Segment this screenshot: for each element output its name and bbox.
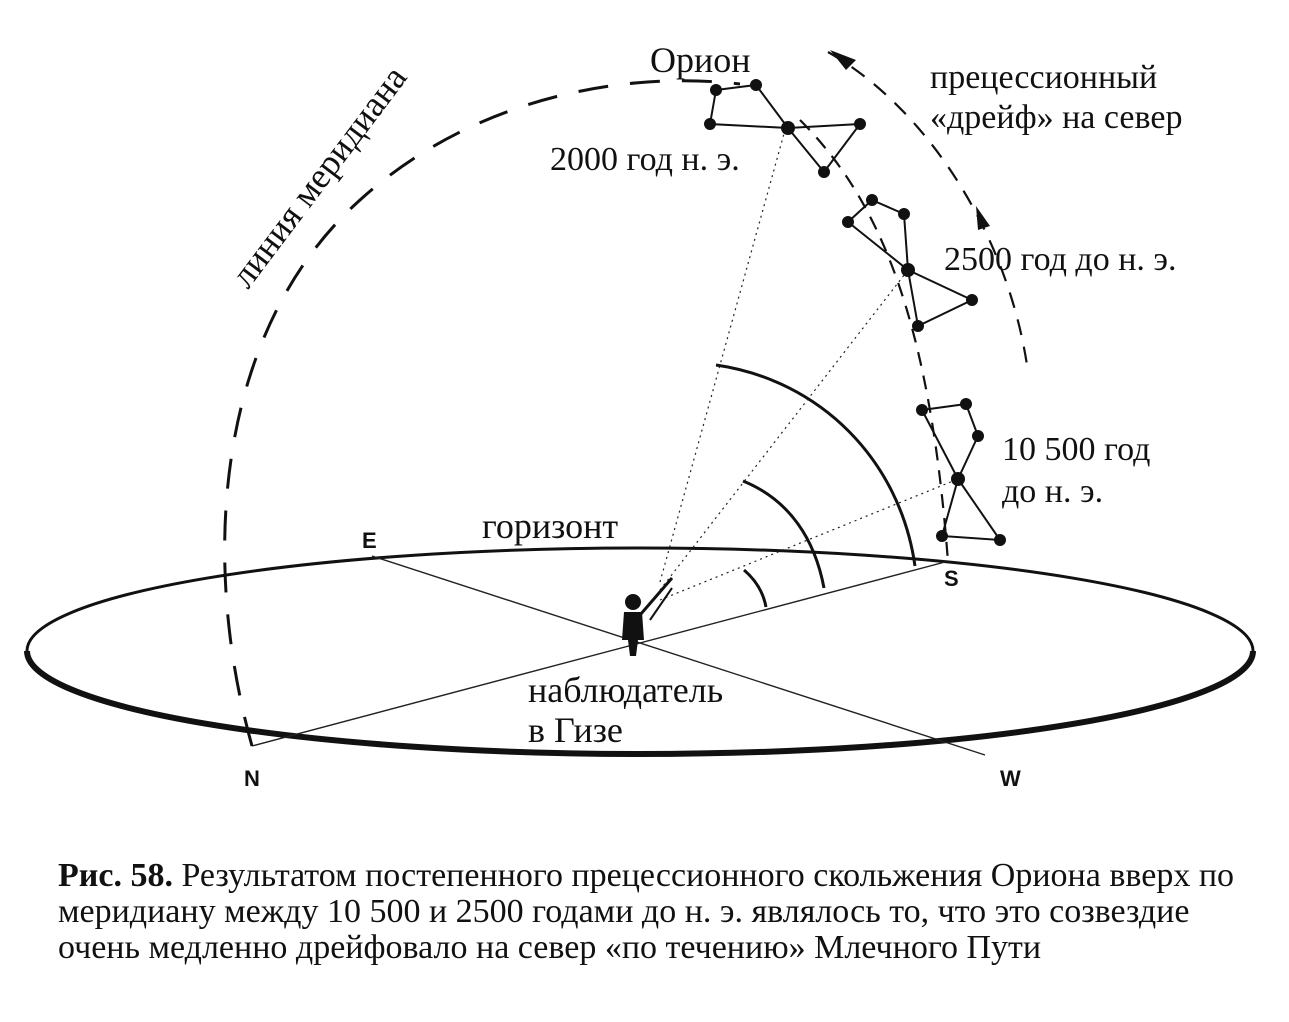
label-year-2000: 2000 год н. э. <box>550 141 740 178</box>
observer-figure <box>622 578 672 656</box>
east-west-line <box>372 556 985 755</box>
label-drift-line1: прецессионный <box>930 59 1158 96</box>
label-year-2500bc: 2500 год до н. э. <box>944 241 1177 278</box>
caption-text: Результатом постепенного прецессионного скольжения Ориона вверх по меридиану между 10 500 и 2500 годами до н. э. являлось то, что это созвездие очень медленно дрейфовало на север «по течению» Млечного Пути <box>58 857 1235 966</box>
horizon-plane <box>27 548 1253 754</box>
label-meridian-line: линия меридиана <box>222 58 415 295</box>
label-north: N <box>244 766 260 791</box>
figure-caption <box>58 858 1258 966</box>
sight-lines <box>660 130 958 600</box>
meridian-arc-right <box>800 120 948 562</box>
label-horizon: горизонт <box>482 506 619 546</box>
altitude-arc-10500bc <box>744 570 766 607</box>
sight-line-2500bc <box>660 270 908 590</box>
altitude-arc-2000 <box>716 365 915 566</box>
label-observer-line2: в Гизе <box>528 710 623 750</box>
altitude-arcs <box>716 365 915 607</box>
figure-number: Рис. 58. <box>58 857 173 894</box>
altitude-arc-2500bc <box>743 481 824 588</box>
label-observer-line1: наблюдатель <box>528 670 724 710</box>
label-orion: Орион <box>650 40 751 80</box>
sight-line-2000 <box>660 130 785 582</box>
drift-arrowhead-mid <box>976 206 990 230</box>
orion-10500bc <box>917 399 1005 545</box>
label-year-10500bc-line1: 10 500 год <box>1002 431 1151 468</box>
label-year-10500bc-line2: до н. э. <box>1002 473 1104 510</box>
label-drift-line2: «дрейф» на север <box>930 99 1183 136</box>
label-west: W <box>1000 766 1021 791</box>
label-east: E <box>362 528 377 553</box>
label-south: S <box>944 566 959 591</box>
